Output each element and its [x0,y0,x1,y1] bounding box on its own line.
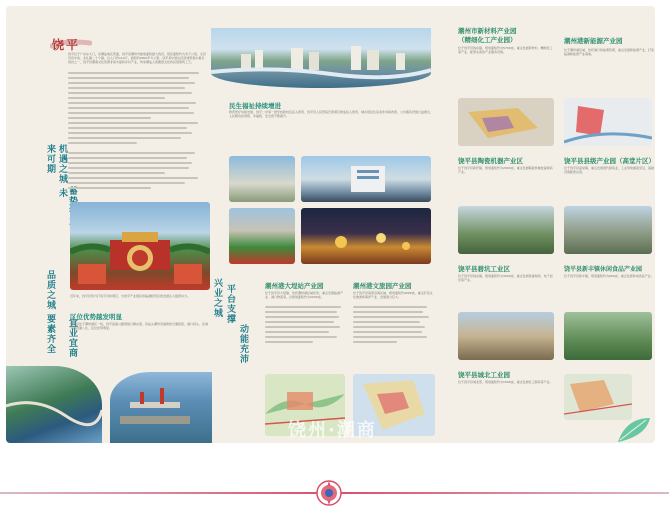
slogan-business: 宜业宜商 [67,318,77,358]
bikeng-park-paragraph: 位于饶平县钱东镇，规划面积约为3000亩，重点发展装备制造、电子信息等产业。 [458,274,553,282]
new-material-park-title: 潮州市新材料产业园 [458,27,517,35]
chengbei-park-paragraph: 位于饶平县城北部，规划面积约为1500亩，重点发展轻工制造等产业。 [458,380,553,384]
slogan-industry: 兴业之城 [212,278,222,318]
left-text-lines-2 [68,152,206,192]
slogan-opportunity: 机遇之城 未来可期 [45,144,67,199]
intro-text-lines [68,72,206,147]
chengbei-park-title: 饶平县城北工业园 [458,371,510,379]
gaotang-park-paragraph: 位于饶平县高堂镇，重点发展现代制造业，工业用地储备充足，基础设施配套完善。 [564,166,654,174]
slogan-momentum: 动能充沛 [238,324,248,364]
right-column [436,6,655,443]
city-panorama-photo [211,28,431,88]
port-aerial-photo-2 [110,372,212,443]
dacheng-park-paragraph: 位于饶平县大埕镇，依托潮州港区域优势，重点发展临港产业、港口物流等，总规划面积约为2000亩。 [265,291,344,299]
festival-illustration [70,202,210,290]
school-campus-photo [229,208,295,264]
location-paragraph: 饶平县处于潮州港区一线，饶平高速公路网络日臻完善，是汕头潮州至福建的交通枢纽，港口码头、区域交通四通八达，区位优势明显。 [70,322,208,330]
bikeng-park-photo [458,312,554,360]
night-scene-photo [301,208,431,264]
livelihood-section-title: 民生福祉持续增进 [229,102,281,110]
dacheng-text-lines [265,306,345,346]
coastal-aerial-photo-1 [6,366,102,443]
gaotang-park-photo [564,206,652,254]
wenlv-text-lines [353,306,433,346]
xinfeng-food-park-photo [564,312,652,360]
medical-building-photo [301,156,431,202]
xinfeng-food-park-title: 饶平县新丰镇休闲食品产业园 [564,266,643,273]
slogan-quality: 品质之城 要素齐全 [45,270,55,355]
festival-photo [70,202,210,290]
xinfeng-food-park-paragraph: 位于饶平县新丰镇，规划面积约为600亩，重点发展休闲食品产业。 [564,274,654,278]
new-material-park-paragraph: 位于饶平县钱东镇，规划面积约为5700亩，重点发展新材料、精细化工等产业，配套完善的产业服务设施。 [458,46,553,54]
new-material-park-map [458,98,554,146]
ceramic-park-paragraph: 位于饶平县新圩镇，规划面积约为2000亩，重点发展陶瓷机械装备制造产业。 [458,166,553,174]
left-column [6,6,211,443]
brochure-page [6,6,655,443]
bottom-watermark: 饶州·潮商 [288,420,377,441]
new-material-park-subtitle: （精细化工产业园） [458,36,517,44]
ceramic-park-photo [458,206,554,254]
leaf-decoration [616,416,652,443]
ceramic-park-title: 饶平县陶瓷机器产业区 [458,157,523,165]
hospital-photo [229,156,295,202]
page-title: 饶平 [52,38,81,52]
slogan-platform: 平台支撑 [225,284,235,324]
photo-caption-paragraph: 近年来，饶平县努力打造平台和项目，为饶平产业园区和临港经济区的发展注入强劲动力。 [70,294,191,298]
footer-emblem-icon [316,480,342,506]
intro-paragraph: 饶平位于广东东大门，是潮汕地区西面，饶平是潮州市陆地面积最大的县，居民面积约为多万公里，全县设有中岚、北礼镇二十个镇，总人口约110万，面积约2000平方公里。饶平是中国古民居建筑集中最多的县之一，饶平县潮商文化资源非常丰富和乡村产业，传承潮汕人的聚居文化和民居建筑工艺。 [68,52,206,64]
new-energy-park-map [564,98,652,146]
location-section-title: 区位优势越发明显 [70,313,122,321]
new-energy-park-paragraph: 位于潮州港区域，依托港口和能源资源，重点发展新能源产业，打造临港新能源产业基地。 [564,48,654,56]
chengbei-park-map [564,374,632,420]
gaotang-park-title: 饶平县县级产业园（高堂片区） [564,157,655,165]
new-energy-park-title: 潮州港新能源产业园 [564,37,623,45]
bikeng-park-title: 饶平县碧坑工业区 [458,265,510,273]
wenlv-park-paragraph: 位于饶平县南部沿海区域，规划面积约4000亩，重点打造文化旅游和海洋产业，发展潜力巨大。 [353,291,433,299]
wenlv-park-title: 潮州港文旅园产业园 [353,282,412,290]
middle-column [211,6,436,443]
livelihood-paragraph: 教育医疗持续发展，饶平二中等一批学校新校区投入使用，饶平县人民医院迁建项目建成投入使用，城乡居民住房条件持续改善，公共服务设施日益健全，人民群众获得感、幸福感、安全感不断提升。 [229,110,433,118]
dacheng-park-title: 潮州港大埕站产业园 [265,282,324,290]
